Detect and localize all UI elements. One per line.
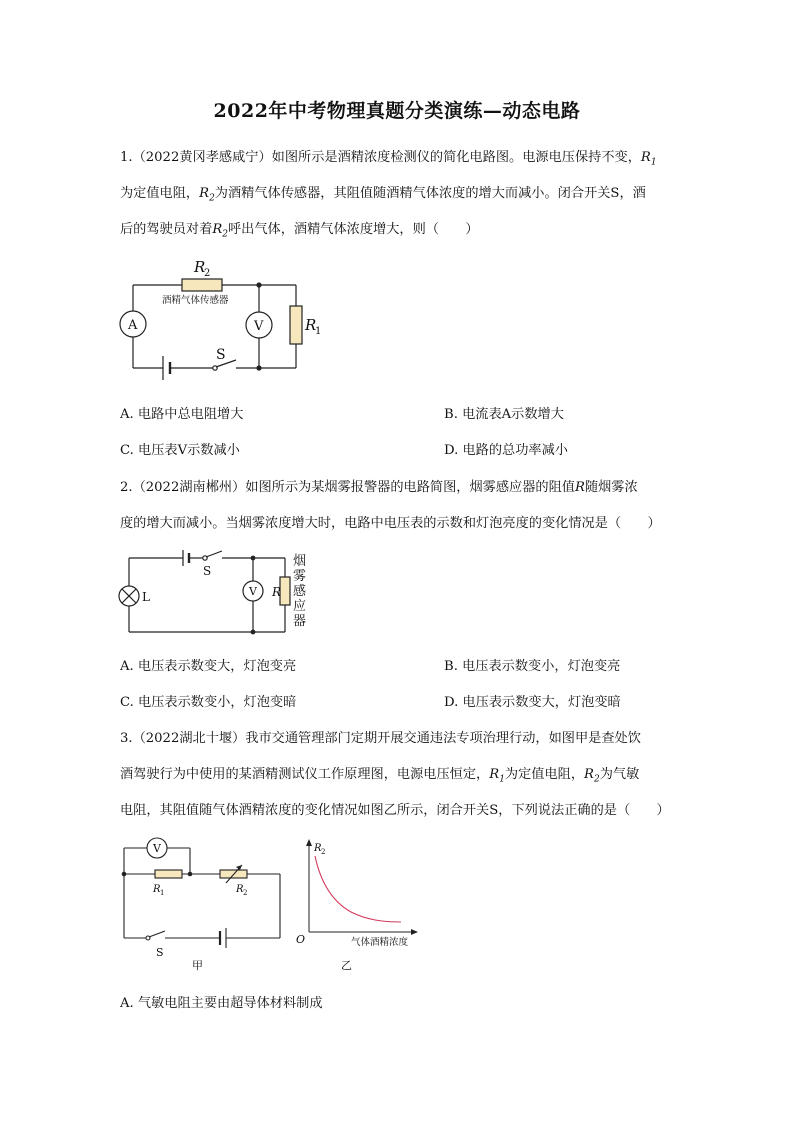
q2-fig-r-label: R <box>272 585 282 599</box>
q3-graph-y-sub: 2 <box>321 848 326 856</box>
q2-fig-sensor-char-4: 应 <box>293 599 307 614</box>
q2-option-c[interactable]: C. 电压表示数变小，灯泡变暗 <box>120 695 297 710</box>
q3-r1-sub: 1 <box>499 774 505 785</box>
q1-line-2 <box>120 182 680 218</box>
q1-fig-r1-sub: 1 <box>315 326 322 337</box>
q2-fig-sensor-char-2: 雾 <box>293 569 307 584</box>
question-3 <box>120 727 680 835</box>
q3-text-a: 3.（2022湖北十堰）我市交通管理部门定期开展交通违法专项治理行动，如图甲是查处饮 <box>120 731 641 746</box>
q1-node-bottom <box>256 365 261 370</box>
q3-graph-origin: O <box>296 933 306 946</box>
q3-fig-r2-sub: 2 <box>243 889 248 897</box>
q2-fig-voltmeter-label: V <box>249 585 257 598</box>
q2-line-2 <box>120 512 680 548</box>
q3-text-b: 酒驾驶行为中使用的某酒精测试仪工作原理图，电源电压恒定， <box>120 767 490 782</box>
q3-rheostat-arrow <box>236 865 242 870</box>
q1-r2-sub: 2 <box>209 193 215 204</box>
q3-r2-curve <box>315 856 401 922</box>
q1-line-1 <box>120 146 680 182</box>
q1-text-a: 1.（2022黄冈孝感咸宁）如图所示是酒精浓度检测仪的简化电路图。电源电压保持不变， <box>120 150 641 165</box>
q3-fig-switch-label: S <box>156 946 164 959</box>
q1-fig-switch-label: S <box>216 347 226 363</box>
q3-fig-r1-label: R <box>153 884 161 895</box>
q1-option-d[interactable]: D. 电路的总功率减小 <box>444 443 568 458</box>
q1-fig-sensor-label: 酒精气体传感器 <box>162 295 229 306</box>
q3-text-c: 为定值电阻， <box>504 767 585 782</box>
q1-r2-sub-2: 2 <box>222 229 228 240</box>
q3-fig-voltmeter-label: V <box>153 842 161 855</box>
q3-graph-x-label: 气体酒精浓度 <box>351 937 409 948</box>
q1-fig-r2-sub: 2 <box>204 268 211 279</box>
q1-r2-symbol: R <box>199 186 210 201</box>
q3-line-2 <box>120 763 680 799</box>
q3-graph <box>293 836 433 976</box>
q3-circuit-diagram <box>118 836 288 976</box>
q2-text-b: 随烟雾浓 <box>584 480 638 495</box>
q2-fig-switch-label: S <box>203 564 212 578</box>
question-2 <box>120 476 680 548</box>
q3-text-e: 电阻，其阻值随气体酒精浓度的变化情况如图乙所示，闭合开关S，下列说法正确的是（ ） <box>120 803 670 818</box>
q2-option-b[interactable]: B. 电压表示数变小，灯泡变亮 <box>444 659 621 674</box>
q3-fig-r1-sub: 1 <box>160 889 165 897</box>
q3-node-mid <box>188 872 193 877</box>
q2-circuit-diagram <box>115 548 320 638</box>
q2-node-bottom <box>251 630 256 635</box>
q3-fig-r2-label: R <box>236 884 244 895</box>
q2-fig-lamp-label: L <box>142 590 150 604</box>
q1-fig-r2-label: R <box>194 258 206 276</box>
q2-fig-sensor-char-3: 感 <box>293 584 307 599</box>
q1-fig-r1-label: R <box>305 316 317 334</box>
q1-text-d: 后的驾驶员对着 <box>120 222 213 237</box>
q1-r1-sub: 1 <box>650 157 657 168</box>
q3-graph-y-label: R <box>314 843 322 854</box>
q1-option-b[interactable]: B. 电流表A示数增大 <box>444 407 564 422</box>
q1-text-c: 为酒精气体传感器，其阻值随酒精气体浓度的增大而减小。闭合开关S，酒 <box>214 186 646 201</box>
q3-line-3 <box>120 799 680 835</box>
q3-r2-sub: 2 <box>593 774 600 785</box>
q3-x-axis-arrow <box>411 929 418 935</box>
q1-circuit-diagram <box>118 252 322 384</box>
q2-option-d[interactable]: D. 电压表示数变大，灯泡变暗 <box>444 695 621 710</box>
q2-node-top <box>251 556 256 561</box>
q1-text-b: 为定值电阻， <box>120 186 200 201</box>
q3-option-a[interactable]: A. 气敏电阻主要由超导体材料制成 <box>120 996 323 1011</box>
q3-line-1 <box>120 727 680 763</box>
q3-fig-b-caption: 乙 <box>341 959 352 972</box>
question-1 <box>120 146 680 254</box>
q2-fig-sensor-char-5: 器 <box>293 614 307 629</box>
q1-r2-symbol-2: R <box>212 222 223 237</box>
q3-y-axis-arrow <box>306 839 312 846</box>
q2-r-symbol: R <box>574 480 585 495</box>
q1-fig-voltmeter-label: V <box>254 319 264 334</box>
q3-node-left <box>122 872 127 877</box>
page-title: 2022年中考物理真题分类演练—动态电路 <box>213 100 581 122</box>
q2-text-a: 2.（2022湖南郴州）如图所示为某烟雾报警器的电路简图，烟雾感应器的阻值 <box>120 480 575 495</box>
q1-option-c[interactable]: C. 电压表V示数减小 <box>120 443 240 458</box>
q1-text-e: 呼出气体，酒精气体浓度增大，则（ ） <box>227 222 479 237</box>
q3-r1-symbol: R <box>489 767 500 782</box>
q2-fig-sensor-char-1: 烟 <box>293 554 307 569</box>
q1-fig-ammeter-label: A <box>128 318 138 333</box>
q3-text-d: 为气敏 <box>599 767 640 782</box>
q3-r2-symbol: R <box>584 767 594 782</box>
q1-line-3 <box>120 218 680 254</box>
q1-node-top <box>256 282 261 287</box>
q1-option-a[interactable]: A. 电路中总电阻增大 <box>120 407 244 422</box>
q2-line-1 <box>120 476 680 512</box>
q3-fig-a-caption: 甲 <box>192 959 203 972</box>
q1-r1-symbol: R <box>640 150 651 165</box>
q2-option-a[interactable]: A. 电压表示数变大，灯泡变亮 <box>120 659 297 674</box>
q2-text-c: 度的增大而减小。当烟雾浓度增大时，电路中电压表的示数和灯泡亮度的变化情况是（ ） <box>120 516 661 531</box>
